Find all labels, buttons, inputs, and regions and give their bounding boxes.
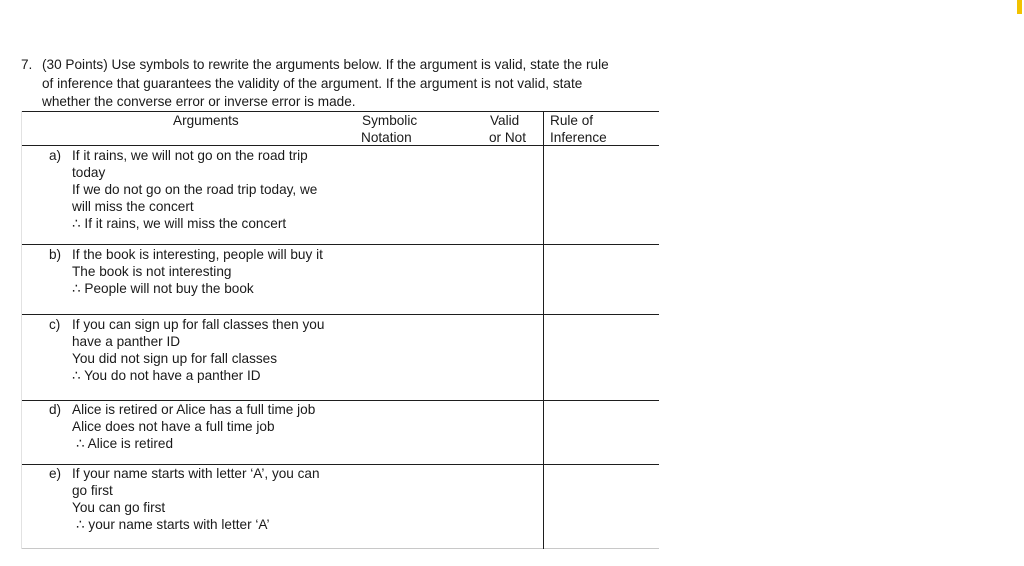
row-label: c) — [49, 317, 61, 332]
argument-text: If the book is interesting, people will buy it The book is not interesting ∴ People will not buy the book — [72, 247, 323, 296]
argument-text: If it rains, we will not go on the road trip today If we do not go on the road trip today, we will miss the concert ∴ If it rains, we will miss the concert — [72, 148, 318, 231]
question-number: 7. — [21, 57, 33, 72]
argument-text: Alice is retired or Alice has a full time job Alice does not have a full time job ∴ Alice is retired — [72, 402, 316, 451]
row-label: a) — [49, 148, 62, 163]
question-line: of inference that guarantees the validity of the argument. If the argument is not valid, state — [42, 75, 583, 91]
row-divider — [21, 314, 659, 315]
header-symbolic-notation: Symbolic Notation — [361, 113, 418, 145]
row-label: e) — [49, 466, 62, 481]
column-divider — [543, 111, 544, 549]
header-valid-or-not: Valid or Not — [489, 113, 527, 145]
row-label: b) — [49, 247, 62, 262]
header-arguments: Arguments — [173, 113, 239, 128]
row-divider — [21, 244, 659, 245]
argument-text: If you can sign up for fall classes then you have a panther ID You did not sign up for fall classes ∴ You do not have a panther ID — [72, 317, 325, 383]
row-label: d) — [49, 402, 62, 417]
arguments-table — [21, 111, 659, 549]
question-line: whether the converse error or inverse error is made. — [42, 94, 356, 109]
table-bottom-border — [21, 548, 659, 549]
question-text — [42, 56, 672, 112]
header-rule-of-inference: Rule of Inference — [550, 113, 607, 145]
argument-text: If your name starts with letter ‘A’, you can go first You can go first ∴ your name starts with letter ‘A’ — [72, 466, 320, 532]
question-line: (30 Points) Use symbols to rewrite the arguments below. If the argument is valid, state the rule — [42, 57, 609, 72]
table-left-border — [21, 111, 22, 549]
yellow-edge-marker — [1017, 0, 1022, 14]
